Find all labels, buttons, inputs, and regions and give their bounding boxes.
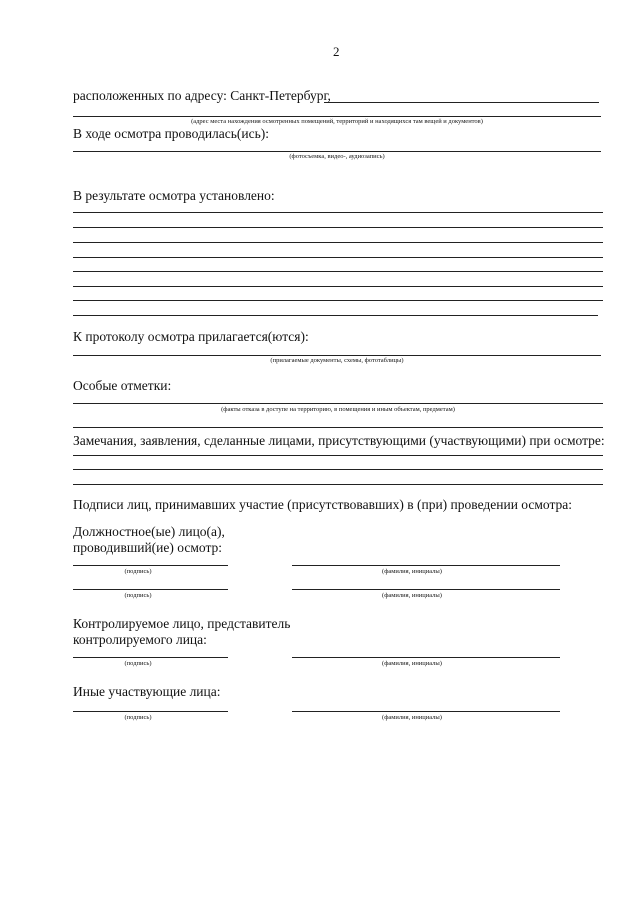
result-line-4[interactable] [73,257,603,258]
result-line-8[interactable] [73,315,598,316]
special-notes-label: Особые отметки: [73,378,172,393]
remarks-line-3[interactable] [73,484,603,485]
official-name-line-2[interactable] [292,589,560,590]
address-label: расположенных по адресу: Санкт-Петербург, [73,88,331,103]
result-line-1[interactable] [73,212,603,213]
official-signature-line-2[interactable] [73,589,228,590]
official-signature-line-1[interactable] [73,565,228,566]
result-line-2[interactable] [73,227,603,228]
special-notes-field-line[interactable] [73,403,603,404]
others-name-caption: (фамилия, инициалы) [382,714,442,721]
address-caption: (адрес места нахождения осмотренных помещений, территорий и находящихся там вещей и документов) [191,118,483,125]
official-signature-caption-2: (подпись) [124,592,152,599]
official-signature-caption-1: (подпись) [124,568,152,575]
others-name-line[interactable] [292,711,560,712]
attachments-caption: (прилагаемые документы, схемы, фототаблицы) [270,357,404,364]
official-name-caption-1: (фамилия, инициалы) [382,568,442,575]
controlled-label-line-2: контролируемого лица: [73,632,207,647]
result-line-3[interactable] [73,242,603,243]
official-name-line-1[interactable] [292,565,560,566]
address-field-line-1[interactable] [324,102,599,103]
special-notes-caption: (факты отказа в доступе на территорию, в помещения и иным объектам, предметам) [221,406,455,413]
controlled-signature-caption: (подпись) [124,660,152,667]
recording-field-line[interactable] [73,151,601,152]
controlled-signature-line[interactable] [73,657,228,658]
official-label-line-1: Должностное(ые) лицо(а), [73,524,225,539]
special-notes-line-2[interactable] [73,427,603,428]
controlled-name-caption: (фамилия, инициалы) [382,660,442,667]
result-line-5[interactable] [73,271,603,272]
address-field-line-2[interactable] [73,116,601,117]
signatures-heading: Подписи лиц, принимавших участие (присутствовавших) в (при) проведении осмотра: [73,497,573,512]
recording-label: В ходе осмотра проводилась(ись): [73,126,270,141]
official-name-caption-2: (фамилия, инициалы) [382,592,442,599]
page-number: 2 [333,44,340,59]
attachments-field-line[interactable] [73,355,601,356]
recording-caption: (фотосъемка, видео-, аудиозапись) [289,153,385,160]
result-line-7[interactable] [73,300,603,301]
remarks-line-1[interactable] [73,455,603,456]
attachments-label: К протоколу осмотра прилагается(ются): [73,329,309,344]
result-line-6[interactable] [73,286,603,287]
controlled-name-line[interactable] [292,657,560,658]
remarks-line-2[interactable] [73,469,603,470]
others-signature-line[interactable] [73,711,228,712]
others-signature-caption: (подпись) [124,714,152,721]
result-label: В результате осмотра установлено: [73,188,275,203]
controlled-label-line-1: Контролируемое лицо, представитель [73,616,291,631]
others-label: Иные участвующие лица: [73,684,221,699]
remarks-label: Замечания, заявления, сделанные лицами, присутствующими (участвующими) при осмотре: [73,433,605,448]
official-label-line-2: проводивший(ие) осмотр: [73,540,223,555]
